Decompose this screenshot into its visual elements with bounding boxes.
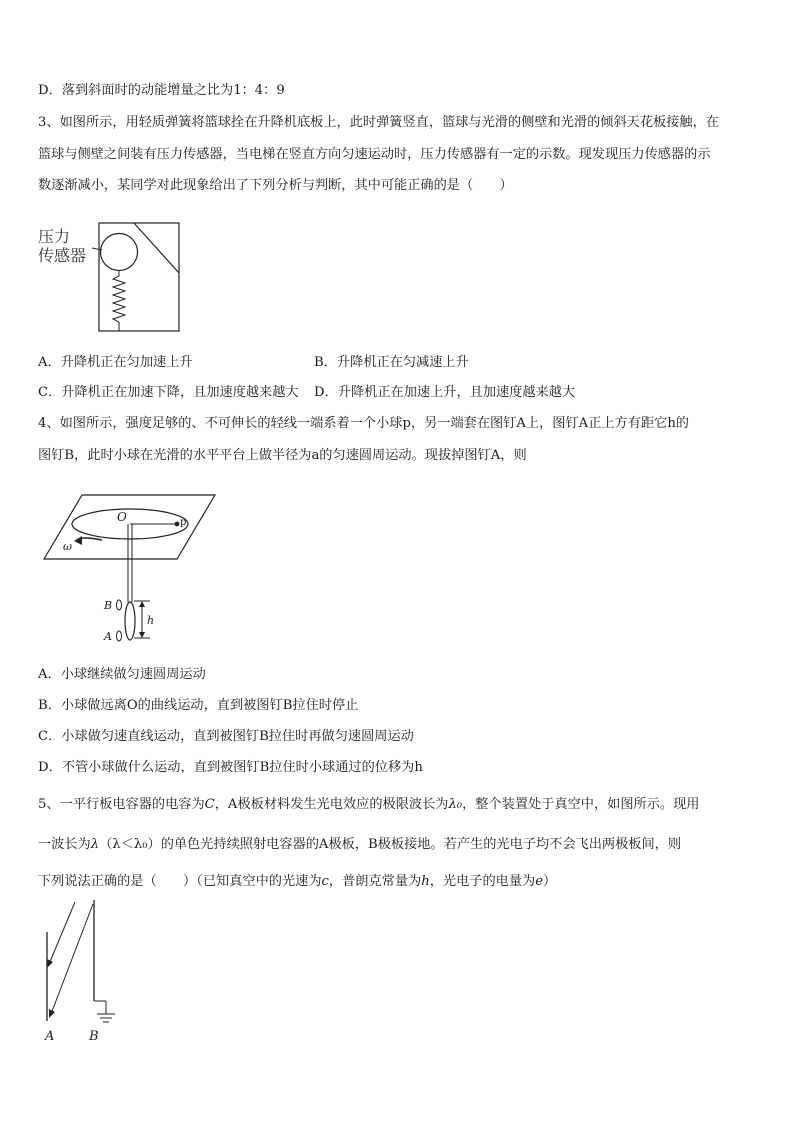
q3-option-b: B．升降机正在匀减速上升 [314, 355, 469, 370]
q4-pin-figure [42, 490, 222, 650]
q5-stem-line3 [38, 873, 556, 891]
q5-condition: （λ＜λ₀） [99, 837, 161, 852]
q3-elevator-figure [36, 218, 186, 336]
q5-symbol-c: c [321, 874, 329, 889]
q5-text: 一波长为 [38, 837, 91, 852]
q4-stem-line2: 图钉B，此时小球在光滑的水平平台上做半径为a的匀速圆周运动。现拔掉图钉A，则 [38, 448, 527, 463]
q4-stem-line1: 4、如图所示，强度足够的、不可伸长的轻线一端系着一个小球p，另一端套在图钉A上，图钉A正上方有距它h的 [38, 416, 689, 431]
q4-label-B: B [104, 599, 113, 612]
q3-stem-line3: 数逐渐减小，某同学对此现象给出了下列分析与判断，其中可能正确的是（ ） [38, 178, 513, 193]
q5-text: 5、一平行板电容器的电容为 [38, 797, 205, 812]
q4-option-d: D．不管小球做什么运动，直到被图钉B拉住时小球通过的位移为h [38, 760, 423, 775]
q5-label-B: B [89, 1029, 99, 1044]
q4-label-O: O [117, 510, 127, 524]
q4-label-h: h [147, 614, 155, 627]
q3-stem-line2: 篮球与侧壁之间装有压力传感器，当电梯在竖直方向匀速运动时，压力传感器有一定的示数。现发现压力传感器的示 [38, 147, 711, 162]
q4-option-a: A．小球继续做匀速圆周运动 [38, 667, 206, 682]
q4-label-p: p [180, 517, 187, 528]
q5-label-A: A [45, 1029, 55, 1044]
q5-symbol-lambda0: λ₀ [448, 797, 463, 812]
q3-sensor-label-1: 压力 [38, 227, 71, 246]
q4-option-b: B．小球做远离O的曲线运动，直到被图钉B拉住时停止 [38, 698, 359, 713]
q5-stem-line1 [38, 796, 699, 814]
q5-text: ） [543, 874, 557, 889]
q5-text: ，整个装置处于真空中，如图所示。现用 [462, 797, 700, 812]
q5-text: ，光电子的电量为 [429, 874, 536, 889]
q3-option-a: A．升降机正在匀加速上升 [38, 355, 193, 370]
q5-symbol-h: h [421, 874, 430, 889]
q5-text: 下列说法正确的是（ ）（已知真空中的光速为 [38, 874, 322, 889]
q3-sensor-label-2: 传感器 [38, 246, 87, 265]
q5-text: 的单色光持续照射电容器的A极板，B极板接地。若产生的光电子均不会飞出两极板间，则 [160, 837, 682, 852]
q5-symbol-e: e [535, 874, 544, 889]
q3-option-d: D．升降机正在加速上升，且加速度越来越大 [314, 385, 576, 400]
q4-label-A: A [104, 630, 112, 643]
q4-label-omega: ω [63, 540, 72, 553]
q5-text: ，A极板材料发生光电效应的极限波长为 [214, 797, 449, 812]
q5-text: ，普朗克常量为 [328, 874, 422, 889]
q4-option-c: C．小球做匀速直线运动，直到被图钉B拉住时再做匀速圆周运动 [38, 729, 414, 744]
q5-symbol-C: C [204, 797, 215, 812]
q3-stem-line1: 3、如图所示，用轻质弹簧将篮球拴在升降机底板上，此时弹簧竖直，篮球与光滑的侧壁和光滑的倾斜天花板接触，在 [38, 115, 719, 130]
q5-symbol-lambda: λ [90, 837, 100, 852]
prev-option-d: D．落到斜面时的动能增量之比为1：4：9 [38, 83, 285, 98]
q3-option-c: C．升降机正在加速下降，且加速度越来越大 [38, 385, 299, 400]
q5-stem-line2 [38, 836, 681, 854]
q5-capacitor-figure [36, 898, 136, 1048]
